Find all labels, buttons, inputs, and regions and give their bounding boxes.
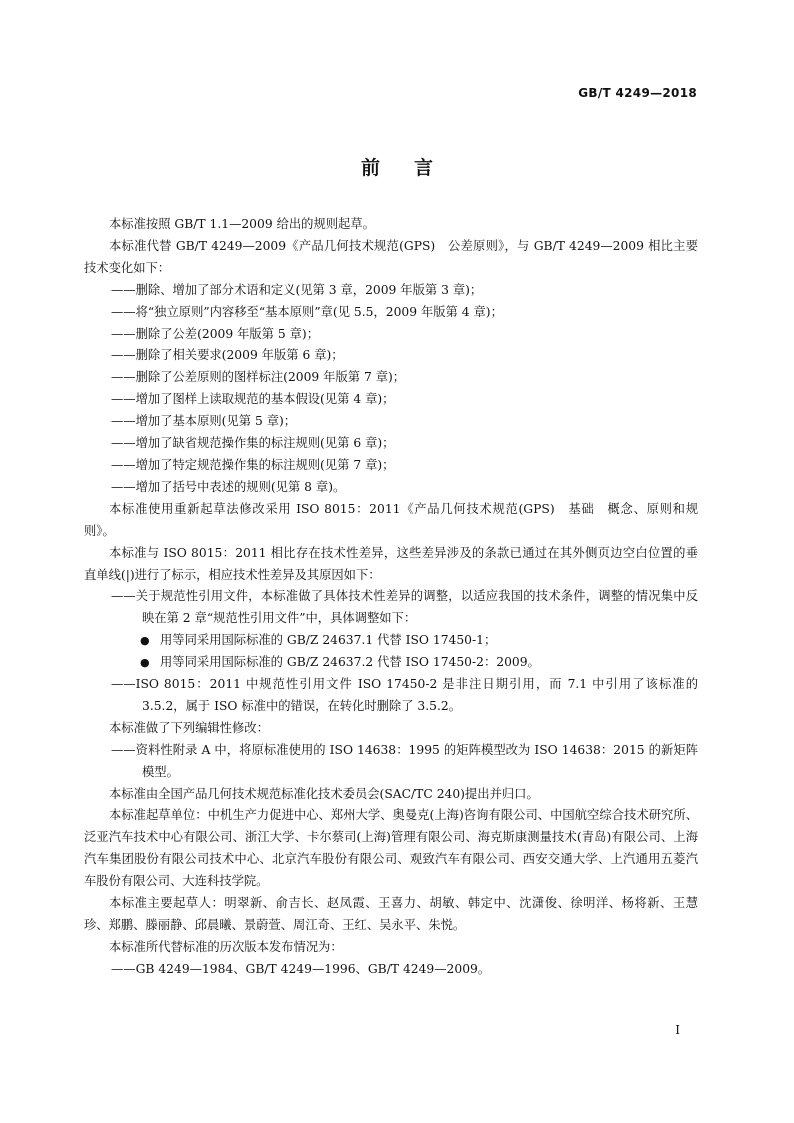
list-item: ——增加了基本原则(见第 5 章)； — [111, 414, 297, 429]
paragraph: 本标准所代替标准的历次版本发布情况为： — [109, 939, 343, 954]
paragraph: 本标准由全国产品几何技术规范标准化技术委员会(SAC/TC 240)提出并归口。 — [109, 786, 539, 801]
list-item: ——关于规范性引用文件，本标准做了具体技术性差异的调整，以适应我国的技术条件，调整的情况集中反映在第 2 章“规范性引用文件”中，具体调整如下： — [111, 589, 698, 626]
paragraph: 本标准按照 GB/T 1.1—2009 给出的规则起草。 — [109, 217, 375, 231]
list-item: ——将“独立原则”内容移至“基本原则”章(见 5.5，2009 年版第 4 章)； — [111, 304, 503, 319]
bullet-item — [84, 630, 698, 652]
page-title: 前言 — [360, 157, 467, 179]
list-item: ——增加了缺省规范操作集的标注规则(见第 6 章)； — [111, 436, 395, 451]
bullet-icon: ● — [140, 656, 150, 670]
bullet-icon: ● — [140, 634, 150, 648]
list-item: ——ISO 8015：2011 中规范性引用文件 ISO 17450-2 是非注日期引用，而 7.1 中引用了该标准的 3.5.2，属于 ISO 标准中的错误，在转化时删除了 3.5.2。 — [111, 677, 698, 713]
paragraph: 本标准代替 GB/T 4249—2009《产品几何技术规范(GPS) 公差原则》，与 GB/T 4249—2009 相比主要技术变化如下： — [84, 238, 698, 275]
list-item: ——删除了公差(2009 年版第 5 章)； — [111, 326, 320, 341]
bullet-text: 用等同采用国际标准的 GB/Z 24637.2 代替 ISO 17450-2：2009。 — [160, 655, 540, 670]
document-body — [84, 214, 698, 981]
paragraph: 本标准起草单位：中机生产力促进中心、郑州大学、奥曼克(上海)咨询有限公司、中国航空综合技术研究所、泛亚汽车技术中心有限公司、浙江大学、卡尔蔡司(上海)管理有限公司、海克斯康测量技术(青岛)有限公司、上海汽车集团股份有限公司技术中心、北京汽车股份有限公司、观致汽车有限公司、西安交通大学、上汽通用五菱汽车股份有限公司、大连科技学院。 — [84, 808, 698, 889]
list-item: ——删除、增加了部分术语和定义(见第 3 章，2009 年版第 3 章)； — [111, 282, 483, 297]
list-item: ——增加了括号中表述的规则(见第 8 章)。 — [111, 479, 346, 494]
list-item: ——增加了特定规范操作集的标注规则(见第 7 章)； — [111, 457, 395, 472]
page-number: I — [675, 1023, 680, 1037]
list-item: ——增加了图样上读取规范的基本假设(见第 4 章)； — [111, 392, 395, 407]
paragraph: 本标准使用重新起草法修改采用 ISO 8015：2011《产品几何技术规范(GPS) 基础 概念、原则和规则》。 — [84, 501, 698, 538]
bullet-item — [84, 652, 698, 674]
paragraph: 本标准做了下列编辑性修改： — [109, 720, 269, 735]
bullet-text: 用等同采用国际标准的 GB/Z 24637.1 代替 ISO 17450-1； — [160, 633, 497, 648]
list-item: ——资料性附录 A 中，将原标准使用的 ISO 14638：1995 的矩阵模型改为 ISO 14638：2015 的新矩阵模型。 — [111, 742, 698, 779]
list-item: ——删除了相关要求(2009 年版第 6 章)； — [111, 348, 344, 363]
list-item: ——GB 4249—1984、GB/T 4249—1996、GB/T 4249—2009。 — [111, 961, 491, 976]
paragraph: 本标准主要起草人：明翠新、俞吉长、赵凤霞、王喜力、胡敏、韩定中、沈潇俊、徐明洋、杨将新、王慧珍、郑鹏、滕丽静、邱晨曦、景蔚萱、周江奇、王红、吴永平、朱悦。 — [84, 896, 698, 932]
standard-code: GB/T 4249—2018 — [578, 86, 697, 100]
list-item: ——删除了公差原则的图样标注(2009 年版第 7 章)； — [111, 370, 406, 385]
paragraph: 本标准与 ISO 8015：2011 相比存在技术性差异，这些差异涉及的条款已通过在其外侧页边空白位置的垂直单线(|)进行了标示，相应技术性差异及其原因如下： — [84, 545, 698, 582]
